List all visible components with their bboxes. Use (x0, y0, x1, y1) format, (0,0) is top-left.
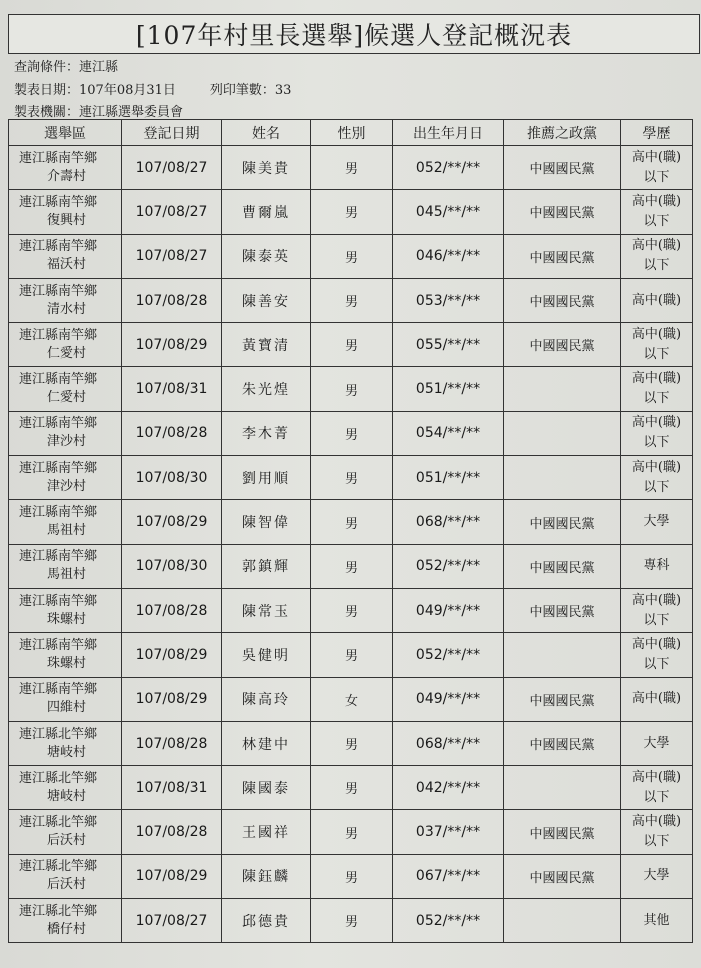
education-line1: 高中(職) (631, 238, 682, 254)
cell-education (621, 899, 693, 943)
cell-district (9, 456, 122, 500)
table-row (9, 278, 693, 322)
cell-gender: 男 (311, 588, 393, 632)
cell-name: 劉用順 (222, 456, 311, 500)
district-village: 仁愛村 (47, 390, 87, 406)
cell-gender: 男 (311, 234, 393, 278)
table-row (9, 323, 693, 367)
cell-name: 黃寶清 (222, 323, 311, 367)
cell-name: 林建中 (222, 721, 311, 765)
district-county: 連江縣南竿鄉 (19, 327, 98, 343)
education-line2: 以下 (643, 435, 670, 451)
cell-party: 中國國民黨 (504, 234, 621, 278)
table-row (9, 899, 693, 943)
district-county: 連江縣南竿鄉 (19, 372, 98, 388)
cell-birth: 051/**/** (393, 456, 504, 500)
cell-party: 中國國民黨 (504, 323, 621, 367)
district-village: 仁愛村 (47, 345, 87, 361)
district-county: 連江縣北竿鄉 (19, 815, 98, 831)
cell-gender: 男 (311, 721, 393, 765)
cell-gender: 男 (311, 323, 393, 367)
cell-party: 中國國民黨 (504, 721, 621, 765)
cell-party (504, 766, 621, 810)
table-row (9, 721, 693, 765)
cell-education (621, 411, 693, 455)
cell-birth: 051/**/** (393, 367, 504, 411)
district-village: 津沙村 (47, 434, 87, 450)
cell-education (621, 278, 693, 322)
district-county: 連江縣南竿鄉 (19, 194, 98, 210)
district-village: 馬祖村 (47, 523, 87, 539)
education-line2: 以下 (643, 479, 670, 495)
cell-party (504, 456, 621, 500)
district-village: 復興村 (47, 212, 87, 228)
district-village: 福沃村 (47, 257, 87, 273)
education-line1: 高中(職) (631, 149, 682, 165)
cell-birth: 055/**/** (393, 323, 504, 367)
cell-birth: 046/**/** (393, 234, 504, 278)
table-row (9, 677, 693, 721)
cell-district (9, 633, 122, 677)
cell-party: 中國國民黨 (504, 677, 621, 721)
header-name: 姓名 (222, 120, 311, 146)
cell-education (621, 367, 693, 411)
query-condition: 查詢條件：連江縣 (14, 60, 119, 75)
education-line1: 高中(職) (631, 769, 682, 785)
cell-district (9, 411, 122, 455)
district-village: 介壽村 (47, 168, 87, 184)
cell-education (621, 190, 693, 234)
cell-name: 吳健明 (222, 633, 311, 677)
cell-education (621, 854, 693, 898)
header-education: 學歷 (621, 120, 693, 146)
header-district: 選舉區 (9, 120, 122, 146)
cell-date: 107/08/28 (122, 721, 222, 765)
education-line2: 以下 (643, 656, 670, 672)
education-line1: 高中(職) (631, 415, 682, 431)
cell-date: 107/08/28 (122, 810, 222, 854)
cell-education (621, 146, 693, 190)
cell-district (9, 677, 122, 721)
district-village: 清水村 (47, 301, 87, 317)
education-line2: 以下 (643, 258, 670, 274)
cell-name: 陳常玉 (222, 588, 311, 632)
education-line1: 大學 (643, 514, 670, 530)
education-line1: 高中(職) (631, 292, 682, 308)
cell-date: 107/08/29 (122, 854, 222, 898)
cell-gender: 男 (311, 411, 393, 455)
table-row (9, 810, 693, 854)
table-row (9, 411, 693, 455)
cell-birth: 053/**/** (393, 278, 504, 322)
cell-district (9, 500, 122, 544)
cell-birth: 052/**/** (393, 899, 504, 943)
district-village: 橋仔村 (47, 921, 87, 937)
cell-date: 107/08/27 (122, 190, 222, 234)
cell-district (9, 721, 122, 765)
district-county: 連江縣南竿鄉 (19, 505, 98, 521)
table-body (9, 146, 693, 943)
agency: 製表機關：連江縣選舉委員會 (14, 105, 184, 120)
district-county: 連江縣南竿鄉 (19, 549, 98, 565)
cell-gender: 男 (311, 544, 393, 588)
report-date: 製表日期：107年08月31日 (14, 83, 176, 98)
cell-party: 中國國民黨 (504, 588, 621, 632)
education-line1: 高中(職) (631, 636, 682, 652)
table-row (9, 146, 693, 190)
cell-name: 王國祥 (222, 810, 311, 854)
education-line1: 高中(職) (631, 459, 682, 475)
table-row (9, 544, 693, 588)
cell-education (621, 456, 693, 500)
cell-education (621, 323, 693, 367)
cell-education (621, 766, 693, 810)
cell-party (504, 899, 621, 943)
cell-birth: 045/**/** (393, 190, 504, 234)
cell-gender: 女 (311, 677, 393, 721)
cell-name: 邱德貴 (222, 899, 311, 943)
district-village: 四維村 (47, 700, 87, 716)
education-line1: 高中(職) (631, 193, 682, 209)
cell-gender: 男 (311, 456, 393, 500)
document-title: [107年村里長選舉]候選人登記概況表 (8, 14, 700, 54)
education-line1: 大學 (643, 868, 670, 884)
education-line1: 大學 (643, 735, 670, 751)
cell-birth: 037/**/** (393, 810, 504, 854)
district-county: 連江縣南竿鄉 (19, 460, 98, 476)
cell-party: 中國國民黨 (504, 146, 621, 190)
cell-name: 陳泰英 (222, 234, 311, 278)
cell-date: 107/08/29 (122, 500, 222, 544)
cell-education (621, 544, 693, 588)
cell-education (621, 500, 693, 544)
cell-gender: 男 (311, 500, 393, 544)
education-line2: 以下 (643, 612, 670, 628)
cell-date: 107/08/31 (122, 367, 222, 411)
district-village: 后沃村 (47, 833, 87, 849)
cell-date: 107/08/27 (122, 146, 222, 190)
education-line1: 高中(職) (631, 326, 682, 342)
cell-district (9, 323, 122, 367)
cell-gender: 男 (311, 278, 393, 322)
header-date: 登記日期 (122, 120, 222, 146)
table-row (9, 766, 693, 810)
table-row (9, 500, 693, 544)
cell-birth: 052/**/** (393, 633, 504, 677)
cell-date: 107/08/30 (122, 544, 222, 588)
table-row (9, 234, 693, 278)
district-county: 連江縣南竿鄉 (19, 593, 98, 609)
district-county: 連江縣南竿鄉 (19, 416, 98, 432)
education-line2: 以下 (643, 169, 670, 185)
cell-district (9, 544, 122, 588)
education-line1: 高中(職) (631, 814, 682, 830)
cell-district (9, 190, 122, 234)
education-line1: 專科 (643, 558, 670, 574)
district-village: 后沃村 (47, 877, 87, 893)
candidate-table (8, 119, 693, 943)
education-line1: 高中(職) (631, 691, 682, 707)
district-county: 連江縣北竿鄉 (19, 903, 98, 919)
cell-district (9, 146, 122, 190)
district-village: 津沙村 (47, 478, 87, 494)
cell-date: 107/08/29 (122, 677, 222, 721)
cell-district (9, 278, 122, 322)
table-header-row (9, 120, 693, 146)
cell-name: 陳國泰 (222, 766, 311, 810)
cell-district (9, 234, 122, 278)
cell-name: 陳高玲 (222, 677, 311, 721)
cell-date: 107/08/27 (122, 899, 222, 943)
cell-name: 李木菁 (222, 411, 311, 455)
district-village: 珠螺村 (47, 611, 87, 627)
cell-birth: 049/**/** (393, 677, 504, 721)
district-county: 連江縣南竿鄉 (19, 637, 98, 653)
district-village: 珠螺村 (47, 655, 87, 671)
cell-party: 中國國民黨 (504, 500, 621, 544)
cell-district (9, 810, 122, 854)
cell-gender: 男 (311, 766, 393, 810)
cell-name: 郭鎮輝 (222, 544, 311, 588)
district-village: 塘岐村 (47, 744, 87, 760)
cell-district (9, 854, 122, 898)
cell-gender: 男 (311, 633, 393, 677)
cell-name: 曹爾嵐 (222, 190, 311, 234)
table-row (9, 588, 693, 632)
education-line2: 以下 (643, 213, 670, 229)
cell-gender: 男 (311, 190, 393, 234)
education-line1: 高中(職) (631, 371, 682, 387)
cell-gender: 男 (311, 810, 393, 854)
education-line2: 以下 (643, 789, 670, 805)
cell-birth: 049/**/** (393, 588, 504, 632)
cell-date: 107/08/27 (122, 234, 222, 278)
cell-name: 陳智偉 (222, 500, 311, 544)
district-county: 連江縣南竿鄉 (19, 239, 98, 255)
header-birth: 出生年月日 (393, 120, 504, 146)
cell-date: 107/08/28 (122, 411, 222, 455)
cell-district (9, 899, 122, 943)
cell-date: 107/08/31 (122, 766, 222, 810)
cell-party (504, 411, 621, 455)
cell-party: 中國國民黨 (504, 854, 621, 898)
cell-education (621, 721, 693, 765)
cell-party: 中國國民黨 (504, 278, 621, 322)
cell-name: 朱光煌 (222, 367, 311, 411)
cell-gender: 男 (311, 146, 393, 190)
education-line2: 以下 (643, 346, 670, 362)
cell-name: 陳鈺麟 (222, 854, 311, 898)
district-village: 塘岐村 (47, 788, 87, 804)
cell-party (504, 633, 621, 677)
cell-district (9, 588, 122, 632)
district-county: 連江縣北竿鄉 (19, 859, 98, 875)
cell-education (621, 677, 693, 721)
cell-birth: 067/**/** (393, 854, 504, 898)
cell-party: 中國國民黨 (504, 190, 621, 234)
cell-birth: 068/**/** (393, 721, 504, 765)
cell-name: 陳善安 (222, 278, 311, 322)
education-line2: 以下 (643, 391, 670, 407)
cell-date: 107/08/29 (122, 633, 222, 677)
cell-education (621, 633, 693, 677)
district-county: 連江縣北竿鄉 (19, 726, 98, 742)
cell-birth: 042/**/** (393, 766, 504, 810)
print-count: 列印筆數：33 (209, 83, 292, 98)
cell-date: 107/08/30 (122, 456, 222, 500)
cell-name: 陳美貴 (222, 146, 311, 190)
header-party: 推薦之政黨 (504, 120, 621, 146)
cell-birth: 052/**/** (393, 146, 504, 190)
cell-education (621, 234, 693, 278)
education-line2: 以下 (643, 834, 670, 850)
cell-education (621, 810, 693, 854)
table-row (9, 854, 693, 898)
education-line1: 其他 (643, 912, 670, 928)
cell-gender: 男 (311, 854, 393, 898)
table-row (9, 456, 693, 500)
cell-party: 中國國民黨 (504, 810, 621, 854)
district-county: 連江縣南竿鄉 (19, 682, 98, 698)
table-row (9, 367, 693, 411)
cell-party (504, 367, 621, 411)
cell-district (9, 367, 122, 411)
district-village: 馬祖村 (47, 567, 87, 583)
table-row (9, 633, 693, 677)
cell-gender: 男 (311, 367, 393, 411)
cell-date: 107/08/29 (122, 323, 222, 367)
education-line1: 高中(職) (631, 592, 682, 608)
district-county: 連江縣南竿鄉 (19, 283, 98, 299)
header-gender: 性別 (311, 120, 393, 146)
district-county: 連江縣南竿鄉 (19, 150, 98, 166)
cell-date: 107/08/28 (122, 278, 222, 322)
cell-birth: 068/**/** (393, 500, 504, 544)
district-county: 連江縣北竿鄉 (19, 770, 98, 786)
report-info-line (14, 79, 295, 98)
cell-district (9, 766, 122, 810)
cell-birth: 054/**/** (393, 411, 504, 455)
cell-date: 107/08/28 (122, 588, 222, 632)
table-row (9, 190, 693, 234)
cell-party: 中國國民黨 (504, 544, 621, 588)
cell-gender: 男 (311, 899, 393, 943)
cell-education (621, 588, 693, 632)
cell-birth: 052/**/** (393, 544, 504, 588)
